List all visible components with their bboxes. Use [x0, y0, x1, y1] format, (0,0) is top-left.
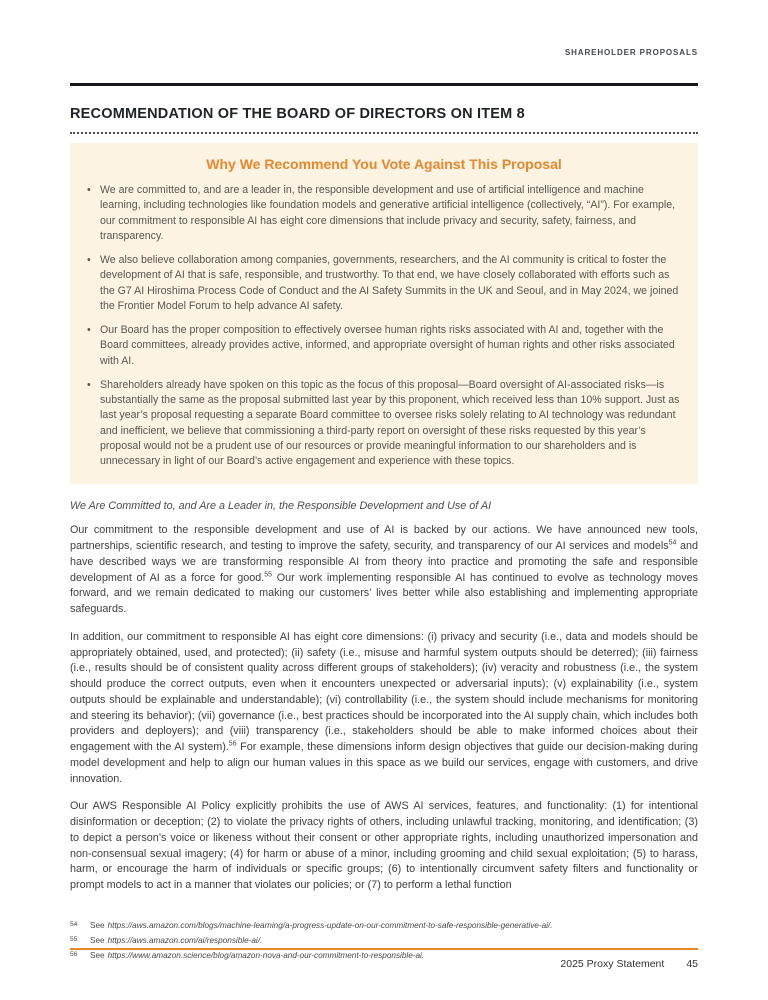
footnote-text: See https://www.amazon.science/blog/amazon-nova-and-our-commitment-to-responsible-ai.	[90, 951, 425, 961]
footer-page-number: 45	[686, 958, 698, 970]
footnote-link[interactable]: https://aws.amazon.com/ai/responsible-ai/.	[107, 935, 263, 945]
page-footer	[70, 948, 698, 970]
recommendation-bullet	[87, 323, 681, 369]
footnote-link[interactable]: https://www.amazon.science/blog/amazon-nova-and-our-commitment-to-responsible-ai.	[107, 951, 425, 961]
footnote-number: 54	[70, 920, 78, 928]
bullet-icon	[87, 253, 100, 314]
paragraph-text: For example, these dimensions inform design objectives that guide our decision-making during model development and help to align our human values in this space as we build our services, engage with customers, and drive innovation.	[70, 741, 698, 785]
body-paragraph-1	[70, 523, 698, 618]
footnote-number: 55	[70, 935, 78, 943]
footnote-55	[70, 933, 698, 948]
header-rule	[70, 83, 698, 86]
bullet-icon	[87, 323, 100, 369]
body-paragraph-3	[70, 799, 698, 894]
bullet-icon	[87, 183, 100, 244]
dotted-divider	[70, 132, 698, 134]
running-header: SHAREHOLDER PROPOSALS	[564, 48, 698, 57]
bullet-icon	[87, 378, 100, 470]
bullet-text: Shareholders already have spoken on this topic as the focus of this proposal—Board oversight of AI-associated risks—is substantially the same as the proposal submitted last year by this proponent, which received less than 10% support. Just as last year’s proposal requesting a separate Board committee to oversee risks solely relating to AI technology was redundant and inefficient, we believe that commissioning a third-party report on oversight of these risks requested by this year’s proposal would not be a prudent use of our resources or provide meaningful information to our shareholders and is unnecessary in light of our Board’s active engagement and experience with these topics.	[100, 378, 680, 467]
bullet-text: We also believe collaboration among companies, governments, researchers, and the AI community is critical to foster the development of AI that is safe, responsible, and trustworthy. To that end, we have closely collaborated with efforts such as the G7 AI Hiroshima Process Code of Conduct and the AI Safety Summits in the UK and Seoul, and in May 2024, we joined the Frontier Model Forum to help advance AI safety.	[100, 254, 679, 312]
footnote-link[interactable]: https://aws.amazon.com/blogs/machine-learning/a-progress-update-on-our-commitment-to-safe-responsible-generative-ai/.	[107, 920, 553, 930]
footnote-text: See https://aws.amazon.com/blogs/machine-learning/a-progress-update-on-our-commitment-to-safe-responsible-generative-ai/.	[90, 920, 553, 930]
recommendation-bullet	[87, 183, 681, 244]
body-paragraph-2	[70, 630, 698, 788]
footnote-ref-55: 55	[264, 570, 273, 578]
recommendation-bullet-list	[87, 183, 681, 469]
bullet-text: Our Board has the proper composition to effectively oversee human rights risks associated with AI and, together with the Board committees, already provides active, informed, and appropriate oversight of human rights and other risks associated with AI.	[100, 324, 675, 367]
paragraph-text: In addition, our commitment to responsible AI has eight core dimensions: (i) privacy and security (i.e., data and models should be appropriately obtained, used, and protected); (ii) safety (i.e., misuse and harmful system outputs should be deterred); (iii) fairness (i.e., results should be of consistent quality across different groups of stakeholders); (iv) veracity and robustness (i.e., the system should produce the correct outputs, even when it encounters unexpected or adversarial inputs); (v) explainability (i.e., system outputs should be explainable and understandable); (vi) controllability (i.e., the system should include mechanisms for monitoring and steering its behavior); (vii) governance (i.e., best practices should be incorporated into the AI supply chain, which includes both providers and deployers); and (viii) transparency (i.e., stakeholders should be able to make informed choices about their engagement with the AI system).	[70, 630, 698, 753]
page-title: RECOMMENDATION OF THE BOARD OF DIRECTORS ON ITEM 8	[70, 106, 525, 122]
paragraph-text: Our work implementing responsible AI has continued to evolve as technology moves forward, and we remain dedicated to making our customers’ lives better while also establishing and implementing appropriate safeguards.	[70, 571, 698, 615]
footnote-text: See https://aws.amazon.com/ai/responsible-ai/.	[90, 935, 263, 945]
recommendation-bullet	[87, 253, 681, 314]
footnote-ref-56: 56	[228, 740, 237, 748]
paragraph-text: Our AWS Responsible AI Policy explicitly prohibits the use of AWS AI services, features, and functionality: (1) for intentional disinformation or deception; (2) to violate the privacy rights of others, including unlawful tracking, monitoring, and identification; (3) to depict a person’s voice or likeness without their consent or other appropriate rights, including unauthorized impersonation and non-consensual sexual imagery; (4) for harm or abuse of a minor, including grooming and child sexual exploitation; (5) to harass, harm, or encourage the harm of individuals or specific groups; (6) to intentionally circumvent safety filters and functionality or prompt models to act in a manner that violates our policies; or (7) to perform a lethal function	[70, 800, 698, 891]
footnote-number: 56	[70, 951, 78, 959]
paragraph-text: Our commitment to the responsible development and use of AI is backed by our actions. We have announced new tools, partnerships, scientific research, and testing to improve the safety, security, and transparency of our AI services and models	[70, 524, 698, 552]
recommendation-box	[70, 143, 698, 484]
footnote-ref-54: 54	[668, 539, 677, 547]
recommendation-bullet	[87, 378, 681, 470]
footer-label: 2025 Proxy Statement	[560, 958, 665, 970]
footnote-54	[70, 918, 698, 933]
recommendation-box-title: Why We Recommend You Vote Against This Proposal	[206, 156, 562, 172]
section-subheading: We Are Committed to, and Are a Leader in, the Responsible Development and Use of AI	[70, 500, 492, 513]
paragraph-text: and have described ways we are transforming responsible AI from theory into practice and promoting the safe and responsible development of AI as a force for good.	[70, 540, 698, 584]
bullet-text: We are committed to, and are a leader in, the responsible development and use of artificial intelligence and machine learning, including technologies like foundation models and generative artificial intelligence (collectively, “AI”). For example, our commitment to responsible AI has eight core dimensions that include privacy and security, safety, fairness, and transparency.	[100, 184, 676, 242]
